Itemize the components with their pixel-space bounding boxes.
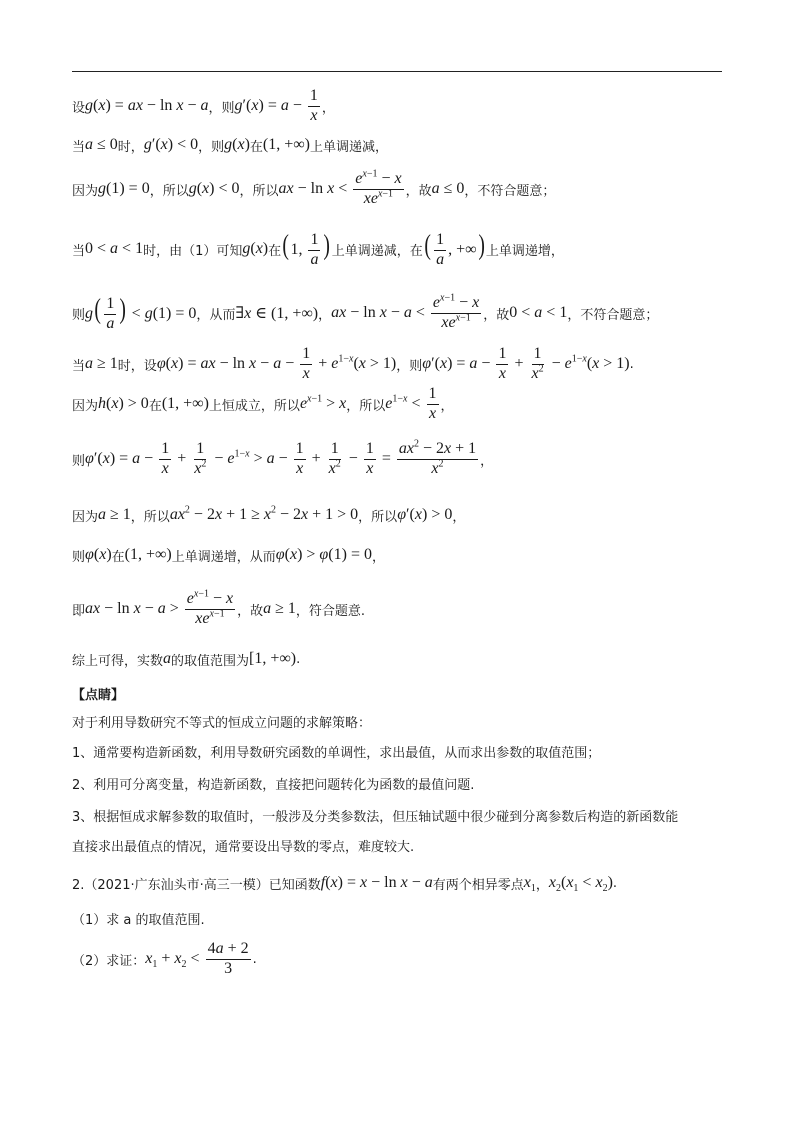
math: 0 < a < 1	[85, 240, 144, 257]
text: ，	[371, 549, 385, 565]
text: ，	[318, 307, 332, 323]
text: ，故	[483, 307, 510, 323]
text-line-8	[72, 436, 724, 482]
text: ，	[480, 453, 494, 469]
math: ax − ln x − a > $\frac{e^{x-1} - x}{xe^{x-1}}$	[85, 588, 234, 627]
summary-line-4	[72, 802, 724, 828]
text: ，所以	[130, 509, 170, 525]
text: .	[296, 651, 301, 667]
problem-2-question-1	[72, 904, 724, 932]
text: 上单调递减，	[310, 139, 389, 155]
text: 在	[268, 243, 282, 259]
math: a ≤ 0	[431, 180, 465, 197]
math: ∃x ∈ (1, +∞)	[235, 305, 319, 322]
text: 【点睛】	[72, 687, 125, 703]
math: φ(x) = ax − ln x − a − $\frac{1}{x}$ + $e^{1-x}(x > 1)$	[156, 344, 397, 382]
text: 在	[249, 139, 263, 155]
text: 2、利用可分离变量，构造新函数，直接把问题转化为函数的最值问题.	[72, 777, 475, 793]
math: ax − ln x < $\frac{e^{x-1} - x}{xe^{x-1}}$	[278, 168, 402, 207]
header-rule	[72, 71, 722, 72]
text: 因为	[72, 183, 99, 199]
text: ，从而	[196, 307, 236, 323]
math: $x_2(x_1 < x_2)$	[548, 874, 613, 895]
text: 时，	[117, 139, 144, 155]
text: 的取值范围为	[171, 653, 250, 669]
math: g′(x) < 0	[143, 136, 199, 153]
text: ，故	[237, 603, 264, 619]
text: 1、通常要构造新函数，利用导数研究函数的单调性，求出最值，从而求出参数的取值范围；	[72, 745, 601, 761]
math: g(x)	[224, 136, 250, 153]
math: $ax^2 - 2x + 1 \ge x^2 - 2x + 1 > 0$	[169, 504, 359, 523]
math: [1, +∞)	[249, 650, 297, 667]
text: ，故	[405, 183, 432, 199]
math: $x_1 + x_2$ < $\frac{4a + 2}{3}$	[145, 939, 249, 977]
text: .	[252, 951, 257, 967]
math: g(1) = 0	[98, 180, 150, 197]
text: （1）求 a 的取值范围.	[72, 912, 205, 928]
math: h(x) > 0	[98, 395, 149, 412]
text: 因为	[72, 509, 99, 525]
problem-2-question-2	[72, 936, 724, 982]
math: $x_1$	[523, 874, 536, 895]
math-gprime: g′(x) = a − $\frac{1}{x}$	[234, 86, 318, 124]
text: 综上可得，实数	[72, 653, 164, 669]
summary-line-1	[72, 708, 724, 734]
text-line-6	[72, 344, 724, 384]
text: （2）求证：	[72, 953, 146, 969]
text: ，则	[198, 139, 225, 155]
text: ，	[440, 398, 454, 414]
text-line-4	[72, 224, 724, 274]
text: 设	[72, 100, 86, 116]
text-line-12	[72, 644, 724, 674]
math: ( $\frac{1}{a}$ , +∞)	[424, 229, 485, 268]
text: .	[629, 356, 634, 372]
text: 则	[72, 453, 86, 469]
document-body	[72, 86, 724, 982]
summary-line-2	[72, 738, 724, 764]
text-line-2	[72, 130, 724, 160]
math: (1, $\frac{1}{a}$ )	[282, 229, 331, 268]
text: ，所以	[149, 183, 189, 199]
math: (1, +∞)	[124, 546, 172, 563]
math: 0 < a < 1	[509, 304, 568, 321]
text-line-3	[72, 166, 724, 212]
math: φ′(x) > 0	[397, 506, 453, 523]
text: 在	[111, 549, 125, 565]
text: 当	[72, 358, 86, 374]
text: 即	[72, 603, 86, 619]
math-g: g(x) = ax − ln x − a	[85, 97, 209, 114]
text: 有两个相异零点	[432, 877, 524, 893]
text: 当	[72, 243, 86, 259]
math: (1, +∞)	[161, 395, 209, 412]
text: ，不符合题意；	[464, 183, 556, 199]
text: ，符合题意.	[295, 603, 366, 619]
text-line-5	[72, 288, 724, 338]
text: ，则	[208, 100, 235, 116]
text: 则	[72, 549, 86, 565]
text: 对于利用导数研究不等式的恒成立问题的求解策略：	[72, 715, 372, 731]
text: ，不符合题意；	[567, 307, 659, 323]
problem-2-statement	[72, 868, 724, 898]
math: (1, +∞)	[262, 136, 310, 153]
math: φ′(x) = a − $\frac{1}{x}$ + $\frac{1}{x^2}$ − $e^{1-x}(x > 1)$	[422, 344, 630, 382]
text: 时，设	[117, 358, 157, 374]
text: ，	[452, 509, 466, 525]
math: a ≥ 1	[98, 506, 131, 523]
math: φ(x) > φ(1) = 0	[275, 546, 372, 563]
text: ，所以	[346, 398, 386, 414]
text: 因为	[72, 398, 99, 414]
summary-line-5	[72, 832, 724, 858]
text-line-11	[72, 586, 724, 632]
math: a	[163, 650, 172, 667]
math: $e^{1-x}$ < $\frac{1}{x}$	[385, 384, 437, 422]
text: 上单调递增，从而	[171, 549, 276, 565]
text: 上单调递减，在	[331, 243, 423, 259]
math: g( $\frac{1}{a}$ ) < g(1) = 0	[85, 293, 197, 332]
math: g(x) < 0	[188, 180, 240, 197]
math: φ(x)	[85, 546, 112, 563]
text-line-9	[72, 500, 724, 530]
text: 在	[148, 398, 162, 414]
text: 3、根据恒成求解参数的取值时，一般涉及分类参数法，但压轴试题中很少碰到分离参数后构造的新函数能	[72, 809, 679, 825]
text: 上单调递增，	[485, 243, 564, 259]
text-line-7	[72, 386, 724, 422]
math: a ≥ 1	[85, 355, 118, 372]
text: 则	[72, 307, 86, 323]
math: a ≤ 0	[85, 136, 118, 153]
math: a ≥ 1	[263, 600, 296, 617]
text-line-1	[72, 86, 724, 126]
math: g(x)	[242, 240, 269, 257]
text: 时，由（1）可知	[143, 243, 243, 259]
text: 当	[72, 139, 86, 155]
math: $e^{x-1} > x$	[299, 393, 347, 412]
text: ，	[535, 877, 549, 893]
math: φ′(x) = a − $\frac{1}{x}$ + $\frac{1}{x^2}$ − $e^{1-x} > a$ − $\frac{1}{x}$ + $\frac{1}{x^2}$ − $\frac{1}{x}$ = $\frac{ax^2 - 2x + 1}{x^2}$	[85, 438, 477, 477]
text: ，则	[396, 358, 423, 374]
section-heading	[72, 680, 724, 706]
math: ax − ln x − a < $\frac{e^{x-1} - x}{xe^{x-1}}$	[331, 292, 480, 331]
text: ，	[321, 100, 335, 116]
text: ，所以	[239, 183, 279, 199]
text-line-10	[72, 540, 724, 570]
text: ，所以	[358, 509, 398, 525]
text: 2.（2021·广东汕头市·高三一模）已知函数	[72, 877, 321, 893]
text: 直接求出最值点的情况，通常要设出导数的零点，难度较大.	[72, 839, 415, 855]
text: 上恒成立，所以	[208, 398, 300, 414]
text: .	[612, 875, 618, 891]
summary-line-3	[72, 770, 724, 796]
math: f(x) = x − ln x − a	[320, 874, 433, 891]
